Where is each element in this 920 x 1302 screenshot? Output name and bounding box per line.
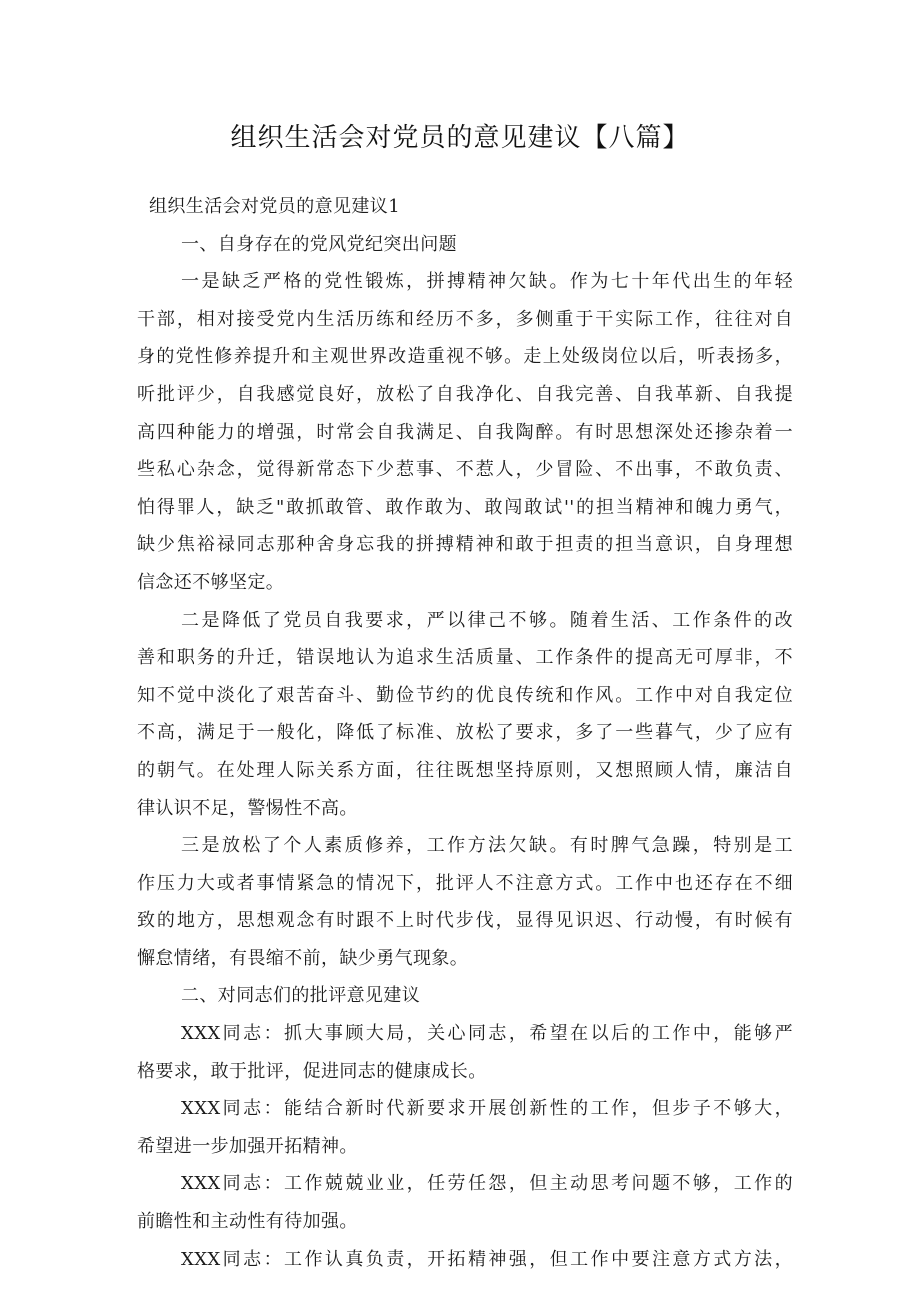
paragraph-line: 听批评少，自我感觉良好，放松了自我净化、自我完善、自我革新、自我提: [137, 383, 793, 405]
paragraph-line: 的朝气。在处理人际关系方面，往往既想坚持原则，又想照顾人情，廉洁自: [137, 759, 793, 781]
paragraph-line: 二是降低了党员自我要求，严以律己不够。随着生活、工作条件的改: [181, 609, 793, 631]
paragraph-line: 一、自身存在的党风党纪突出问题: [181, 233, 457, 255]
paragraph-line: 怕得罪人，缺乏"敢抓敢管、敢作敢为、敢闯敢试''的担当精神和魄力勇气，: [137, 496, 793, 518]
paragraph-line: 善和职务的升迁，错误地认为追求生活质量、工作条件的提高无可厚非，不: [137, 647, 793, 669]
paragraph-line: 高四种能力的增强，时常会自我满足、自我陶醉。有时思想深处还掺杂着一: [137, 421, 793, 443]
paragraph-line: 些私心杂念，觉得新常态下少惹事、不惹人，少冒险、不出事，不敢负责、: [137, 459, 793, 481]
document-title: 组织生活会对党员的意见建议【八篇】: [230, 123, 690, 153]
paragraph-line: 二、对同志们的批评意见建议: [181, 985, 421, 1007]
paragraph-line: 缺少焦裕禄同志那种舍身忘我的拼搏精神和敢于担责的担当意识，自身理想: [137, 534, 793, 556]
paragraph-line: 组织生活会对党员的意见建议1: [149, 196, 401, 217]
paragraph-line: 前瞻性和主动性有待加强。: [137, 1211, 358, 1233]
document-body: [137, 188, 793, 1278]
paragraph-line: 格要求，敢于批评，促进同志的健康成长。: [137, 1060, 487, 1082]
paragraph-line: 身的党性修养提升和主观世界改造重视不够。走上处级岗位以后，听表扬多，: [137, 346, 793, 368]
paragraph-line: 干部，相对接受党内生活历练和经历不多，多侧重于干实际工作，往往对自: [137, 308, 793, 330]
paragraph-line: 一是缺乏严格的党性锻炼，拼搏精神欠缺。作为七十年代出生的年轻: [181, 271, 793, 293]
paragraph-line: 懈怠情绪，有畏缩不前，缺少勇气现象。: [137, 947, 469, 969]
paragraph-line: 致的地方，思想观念有时跟不上时代步伐，显得见识迟、行动慢，有时候有: [137, 910, 793, 932]
paragraph-line: XXX同志：能结合新时代新要求开展创新性的工作，但步子不够大，: [181, 1098, 793, 1120]
paragraph-line: 律认识不足，警惕性不高。: [137, 797, 358, 819]
paragraph-line: XXX同志：工作兢兢业业，任劳任怨，但主动思考问题不够，工作的: [181, 1173, 793, 1195]
paragraph-line: XXX同志：抓大事顾大局，关心同志，希望在以后的工作中，能够严: [181, 1023, 793, 1045]
paragraph-line: 不高，满足于一般化，降低了标准、放松了要求，多了一些暮气，少了应有: [137, 722, 793, 744]
paragraph-line: 希望进一步加强开拓精神。: [137, 1135, 358, 1157]
paragraph-line: 知不觉中淡化了艰苦奋斗、勤俭节约的优良传统和作风。工作中对自我定位: [137, 684, 793, 706]
paragraph-line: 信念还不够坚定。: [137, 571, 285, 593]
paragraph-line: 三是放松了个人素质修养，工作方法欠缺。有时脾气急躁，特别是工: [181, 835, 793, 857]
paragraph-line: XXX同志：工作认真负责，开拓精神强，但工作中要注意方式方法，: [181, 1248, 793, 1270]
paragraph-line: 作压力大或者事情紧急的情况下，批评人不注意方式。工作中也还存在不细: [137, 872, 793, 894]
